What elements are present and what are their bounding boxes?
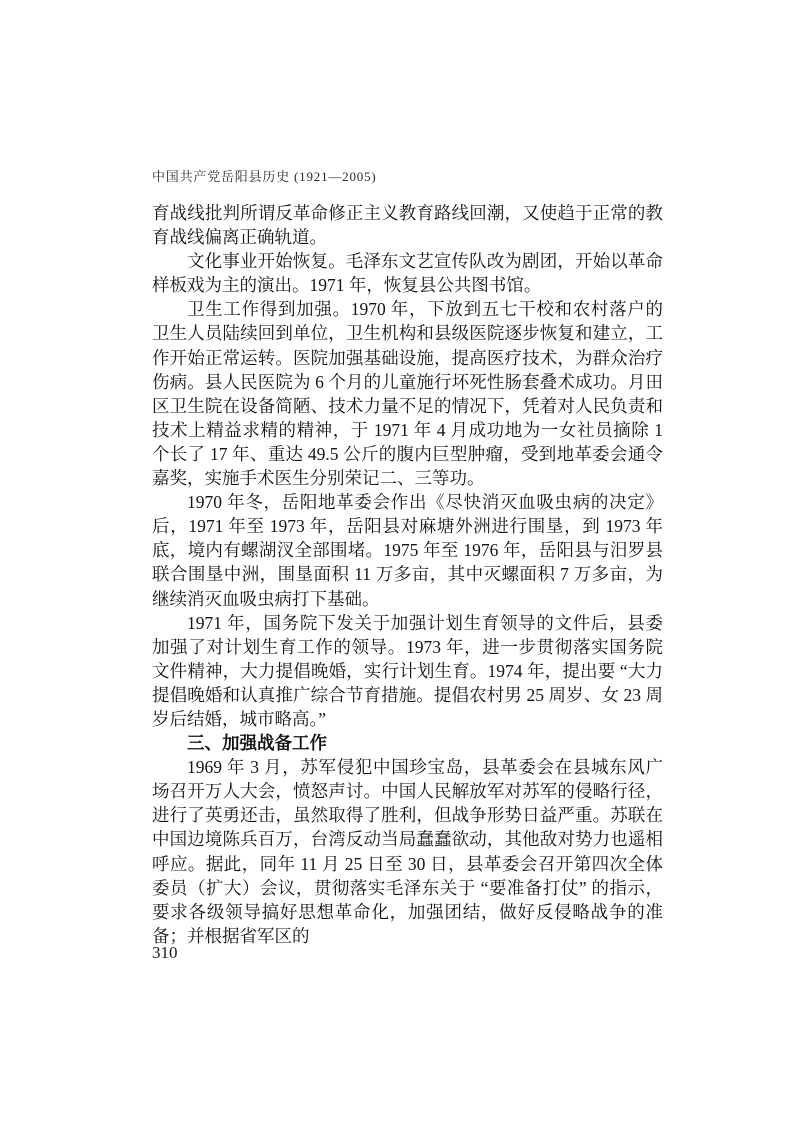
paragraph-family-planning: 1971 年，国务院下发关于加强计划生育领导的文件后，县委加强了对计划生育工作的领导。1973 年，进一步贯彻落实国务院文件精神，大力提倡晚婚，实行计划生育。1974 年，提出要 “大力提倡晚婚和认真推广综合节育措施。提倡农村男 25 周岁、女 23 周岁后结婚，城市略高。” [152, 612, 663, 729]
paragraph-war-preparedness: 1969 年 3 月，苏军侵犯中国珍宝岛，县革委会在县城东风广场召开万人大会，愤怒声讨。中国人民解放军对苏军的侵略行径，进行了英勇还击，虽然取得了胜利，但战争形势日益严重。苏联在中国边境陈兵百万，台湾反动当局蠢蠢欲动，其他敌对势力也遥相呼应。据此，同年 11 月 25 日至 30 日，县革委会召开第四次全体委员（扩大）会议，贯彻落实毛泽东关于 “要准备打仗” 的指示，要求各级领导搞好思想革命化，加强团结，做好反侵略战争的准备；并根据省军区的 [152, 757, 663, 946]
paragraph-health: 卫生工作得到加强。1970 年，下放到五七干校和农村落户的卫生人员陆续回到单位，卫生机构和县级医院逐步恢复和建立，工作开始正常运转。医院加强基础设施，提高医疗技术，为群众治疗伤病。县人民医院为 6 个月的儿童施行坏死性肠套叠术成功。月田区卫生院在设备简陋、技术力量不足的情况下，凭着对人民负责和技术上精益求精的精神，于 1971 年 4 月成功地为一女社员摘除 1 个长了 17 年、重达 49.5 公斤的腹内巨型肿瘤，受到地革委会通令嘉奖，实施手术医生分别荣记二、三等功。 [152, 299, 663, 489]
body-text-block [152, 201, 663, 948]
paragraph-schistosomiasis: 1970 年冬，岳阳地革委会作出《尽快消灭血吸虫病的决定》后，1971 年至 1973 年，岳阳县对麻塘外洲进行围垦，到 1973 年底，境内有螺湖汊全部围堵。1975 年至 1976 年，岳阳县与汨罗县联合围垦中洲，围垦面积 11 万多亩，其中灭螺面积 7 万多亩，为继续消灭血吸虫病打下基础。 [152, 492, 663, 609]
paragraph-culture: 文化事业开始恢复。毛泽东文艺宣传队改为剧团，开始以革命样板戏为主的演出。1971 年，恢复县公共图书馆。 [152, 251, 663, 296]
running-head: 中国共产党岳阳县历史 (1921—2005) [152, 169, 377, 184]
section-heading: 三、加强战备工作 [187, 733, 327, 754]
paragraph-continuation: 育战线批判所谓反革命修正主义教育路线回潮，又使趋于正常的教育战线偏离正确轨道。 [152, 203, 663, 248]
page-number: 310 [152, 943, 178, 962]
